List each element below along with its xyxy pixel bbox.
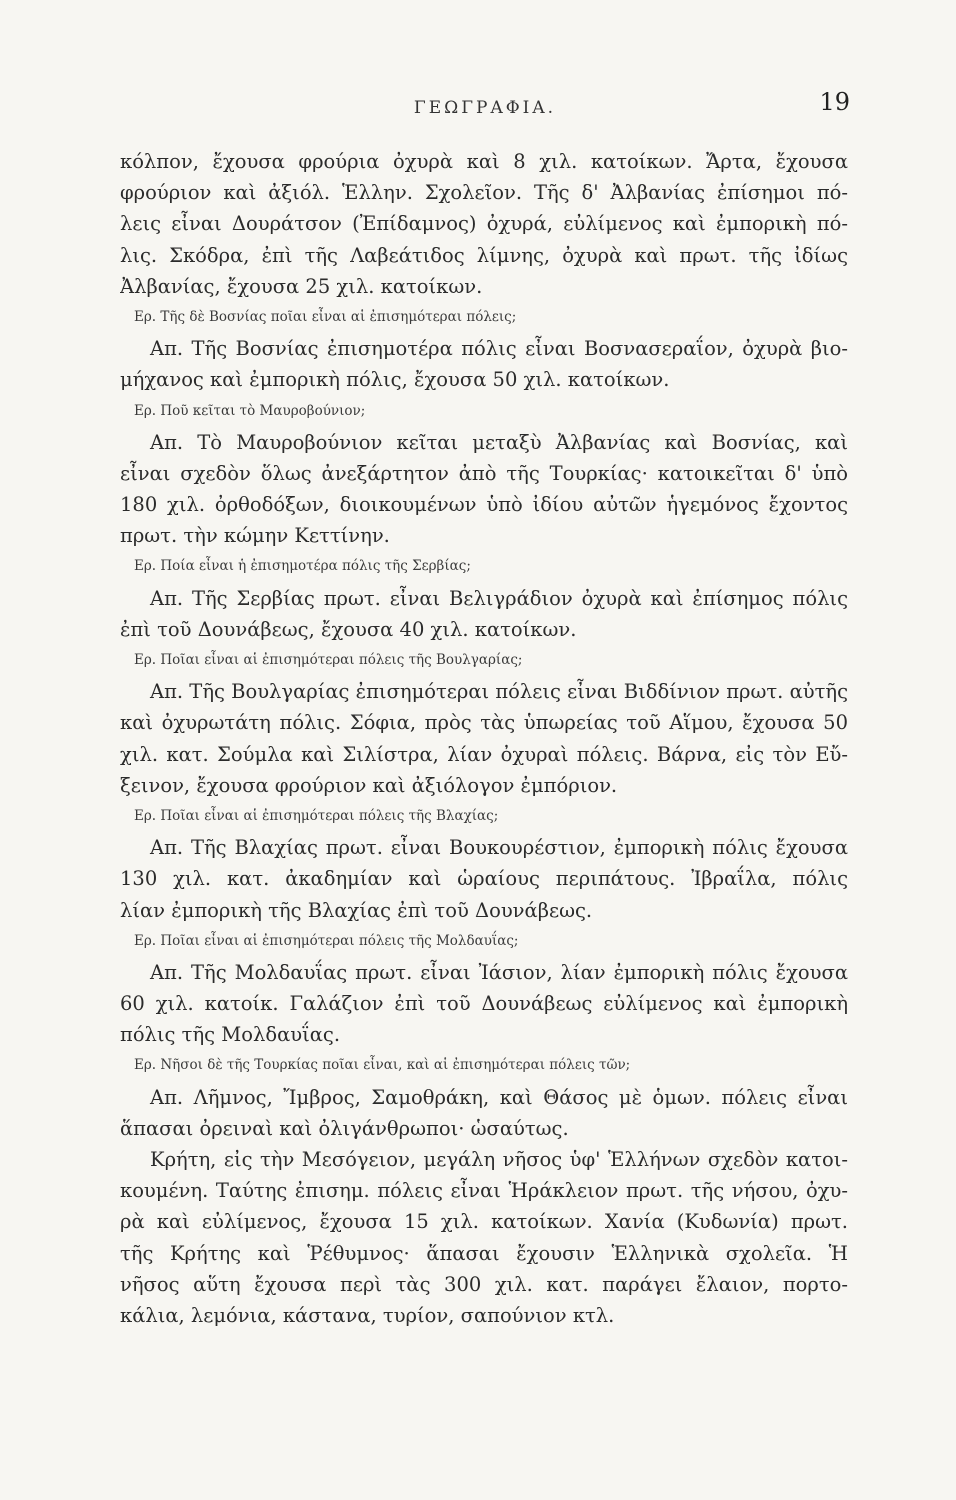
- question-line: Ερ. Νῆσοι δὲ τῆς Τουρκίας ποῖαι εἶναι, καὶ αἱ ἐπισημότεραι πόλεις τῶν;: [134, 1057, 631, 1074]
- text-line: 180 χιλ. ὀρθοδόξων, διοικουμένων ὑπὸ ἰδίου αὐτῶν ἡγεμόνος ἔχοντος: [120, 493, 848, 517]
- text-line: ἐπὶ τοῦ Δουνάβεως, ἔχουσα 40 χιλ. κατοίκων.: [120, 617, 577, 641]
- text-line: πόλις τῆς Μολδαυΐας.: [120, 1023, 341, 1047]
- answer-line: Απ. Λῆμνος, Ἴμβρος, Σαμοθράκη, καὶ Θάσος μὲ ὁμων. πόλεις εἶναι: [150, 1085, 848, 1109]
- text-line: ἅπασαι ὀρειναὶ καὶ ὀλιγάνθρωποι· ὡσαύτως.: [120, 1116, 569, 1140]
- question-line: Ερ. Ποῦ κεῖται τὸ Μαυροβούνιον;: [134, 402, 366, 419]
- text-line: λις. Σκόδρα, ἐπὶ τῆς Λαβεάτιδος λίμνης, ὀχυρὰ καὶ πρωτ. τῆς ἰδίως: [120, 243, 848, 267]
- text-line: εἶναι σχεδὸν ὅλως ἀνεξάρτητον ἀπὸ τῆς Τουρκίας· κατοικεῖται δ' ὑπὸ: [120, 461, 848, 485]
- text-line: ρὰ καὶ εὐλίμενος, ἔχουσα 15 χιλ. κατοίκων. Χανία (Κυδωνία) πρωτ.: [120, 1210, 848, 1234]
- answer-line: Απ. Τῆς Βοσνίας ἐπισημοτέρα πόλις εἶναι Βοσνασεραΐον, ὀχυρὰ βιο-: [150, 337, 848, 361]
- answer-line: Απ. Τῆς Μολδαυΐας πρωτ. εἶναι Ἰάσιον, λίαν ἐμπορικὴ πόλις ἔχουσα: [150, 960, 848, 984]
- text-line: καὶ ὀχυρωτάτη πόλις. Σόφια, πρὸς τὰς ὑπωρείας τοῦ Αἵμου, ἔχουσα 50: [120, 711, 848, 735]
- question-line: Ερ. Ποία εἶναι ἡ ἐπισημοτέρα πόλις τῆς Σερβίας;: [134, 558, 471, 575]
- text-line: 130 χιλ. κατ. ἀκαδημίαν καὶ ὡραίους περιπάτους. Ἰβραΐλα, πόλις: [120, 867, 848, 891]
- text-line: κουμένη. Ταύτης ἐπισημ. πόλεις εἶναι Ἡράκλειον πρωτ. τῆς νήσου, ὀχυ-: [120, 1179, 848, 1203]
- question-line: Ερ. Ποῖαι εἶναι αἱ ἐπισημότεραι πόλεις τῆς Βλαχίας;: [134, 807, 499, 824]
- question-line: Ερ. Ποῖαι εἶναι αἱ ἐπισημότεραι πόλεις τῆς Μολδαυΐας;: [134, 932, 519, 949]
- text-line: λίαν ἐμπορικὴ τῆς Βλαχίας ἐπὶ τοῦ Δουνάβεως.: [120, 898, 593, 922]
- text-line: μήχανος καὶ ἐμπορικὴ πόλις, ἔχουσα 50 χιλ. κατοίκων.: [120, 368, 670, 392]
- text-line: κόλπον, ἔχουσα φρούρια ὀχυρὰ καὶ 8 χιλ. κατοίκων. Ἄρτα, ἔχουσα: [120, 150, 848, 173]
- text-line: Ἀλβανίας, ἔχουσα 25 χιλ. κατοίκων.: [120, 274, 483, 298]
- answer-line: Απ. Τὸ Μαυροβούνιον κεῖται μεταξὺ Ἀλβανίας καὶ Βοσνίας, καὶ: [150, 430, 848, 454]
- text-line: 60 χιλ. κατοίκ. Γαλάζιον ἐπὶ τοῦ Δουνάβεως εὐλίμενος καὶ ἐμπορικὴ: [120, 992, 848, 1016]
- text-line: κάλια, λεμόνια, κάστανα, τυρίον, σαπούνιον κτλ.: [120, 1303, 615, 1327]
- text-line: λεις εἶναι Δουράτσον (Ἐπίδαμνος) ὀχυρά, εὐλίμενος καὶ ἐμπορικὴ πό-: [120, 212, 848, 236]
- question-line: Ερ. Ποῖαι εἶναι αἱ ἐπισημότεραι πόλεις τῆς Βουλγαρίας;: [134, 652, 523, 668]
- page-number: 19: [819, 88, 850, 116]
- running-title: ΓΕΩΓΡΑΦΙΑ.: [413, 98, 557, 118]
- answer-line: Απ. Τῆς Βλαχίας πρωτ. εἶναι Βουκουρέστιον, ἐμπορικὴ πόλις ἔχουσα: [150, 836, 848, 860]
- text-line: νῆσος αὕτη ἔχουσα περὶ τὰς 300 χιλ. κατ. παράγει ἔλαιον, πορτο-: [120, 1272, 848, 1296]
- question-line: Ερ. Τῆς δὲ Βοσνίας ποῖαι εἶναι αἱ ἐπισημότεραι πόλεις;: [134, 308, 517, 325]
- text-line: τῆς Κρήτης καὶ Ῥέθυμνος· ἅπασαι ἔχουσιν Ἑλληνικὰ σχολεῖα. Ἡ: [120, 1241, 848, 1265]
- text-line: χιλ. κατ. Σούμλα καὶ Σιλίστρα, λίαν ὀχυραὶ πόλεις. Βάρνα, εἰς τὸν Εὔ-: [120, 742, 848, 766]
- text-line: ξεινον, ἔχουσα φρούριον καὶ ἀξιόλογον ἐμπόριον.: [120, 773, 618, 797]
- text-line: πρωτ. τὴν κώμην Κεττίνην.: [120, 524, 390, 548]
- answer-line: Απ. Τῆς Βουλγαρίας ἐπισημότεραι πόλεις εἶναι Βιδδίνιον πρωτ. αὐτῆς: [150, 680, 848, 704]
- page-header: [120, 88, 850, 128]
- body-text: [120, 146, 848, 1331]
- text-line: φρούριον καὶ ἀξιόλ. Ἑλλην. Σχολεῖον. Τῆς δ' Ἀλβανίας ἐπίσημοι πό-: [120, 181, 848, 205]
- text-line: Κρήτη, εἰς τὴν Μεσόγειον, μεγάλη νῆσος ὑφ' Ἑλλήνων σχεδὸν κατοι-: [150, 1148, 848, 1171]
- answer-line: Απ. Τῆς Σερβίας πρωτ. εἶναι Βελιγράδιον ὀχυρὰ καὶ ἐπίσημος πόλις: [150, 586, 848, 610]
